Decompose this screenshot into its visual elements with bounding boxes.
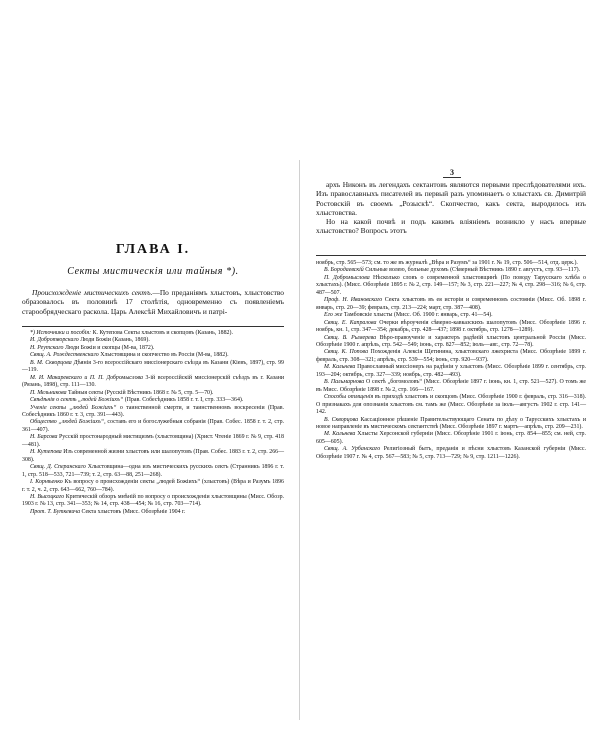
footnote-rule xyxy=(316,255,586,256)
footnote-entry xyxy=(316,379,586,394)
footnote-author: Свящ. Е. Капралова xyxy=(324,319,377,326)
chapter-title: ГЛАВА I. xyxy=(115,242,191,257)
footnote-author: В. Бородаевскій xyxy=(324,267,364,274)
footnote-author: *) Источники и пособія: xyxy=(30,330,92,336)
footnote-author: П. Мельникова xyxy=(30,389,67,396)
footnote-entry xyxy=(22,360,284,375)
footnote-author: Ученіе секты „людей Божіихъ“ xyxy=(30,404,117,411)
footnote-entry xyxy=(316,417,586,432)
footnote-entry xyxy=(22,397,284,404)
footnote-text: Православный миссіонеръ на радѣніи у хлыстовъ (Мисс. Обозрѣніе 1899 г. сентябрь, стр. 193—204; октябрь, стр. 327—339; ноябрь, стр. 482—493). xyxy=(316,364,586,378)
footnote-author: М. И. Макаревскаго и П. П. Добромыслова xyxy=(30,374,143,381)
footnote-text: Дѣянія 3-го всероссійскаго миссіонерскаго съѣзда въ Казани (Кіевъ, 1897), стр. 99—119. xyxy=(22,359,284,374)
footnote-text: Тамбовскіе хлысты (Мисс. Об. 1900 г. январь, стр. 41—54). xyxy=(342,312,493,319)
footnote-text: (Прав. Собесѣдникъ 1858 г. т. I, стр. 333—364). xyxy=(123,397,244,404)
footnote-entry xyxy=(316,364,586,379)
footnote-text: Люди Божіи и скопцы (М-ва, 1872). xyxy=(63,344,155,351)
footnote-author: Н. Реутскаго xyxy=(30,344,64,351)
footnote-entry xyxy=(22,390,284,397)
footnote-author: Свящ. А. Урбанскаго xyxy=(324,446,381,453)
footnote-text: Хлыстовщина и скопчество въ Россіи (М-ва, 1882). xyxy=(98,352,229,359)
footnote-author: Свящ. В. Рымерева xyxy=(324,334,377,341)
footnote-author: М. Кальнева xyxy=(324,431,356,438)
intro-lead: Происхожденіе мистическихъ сектъ. xyxy=(32,288,153,297)
footnote-entry xyxy=(316,431,586,446)
footnote-author: Свѣдѣнія о сектѣ „людей Божіихъ“ xyxy=(30,397,124,404)
footnote-text: Вѣро-правоученіе и характеръ радѣній хлыстовъ центральной Россіи (Мисс. Обозрѣніе 1900 г. апрѣль, стр. 542—549; іюнь, стр. 827—852; іюль—авг., стр. 72—78). xyxy=(316,334,586,348)
footnote-author: Общество „людей Божіихъ“ xyxy=(30,419,105,426)
footnote-text: Похожденія Алексія Щетинина, хлыстовскаго лжехриста (Мисс. Обозрѣніе 1899 г. февраль, стр. 308—321; апрѣль, стр. 539—554; іюнь, стр. 920—937). xyxy=(316,349,586,363)
body-paragraph: архъ Никонъ въ легендахъ сектантовъ являются первыми преслѣдователями ихъ. Изъ православныхъ писателей въ первый разъ упоминаетъ о хлыстахъ св. Димитрій Ростовскій въ своемъ „Розыскѣ“. Скопчество, какъ секта, выродилось изъ хлыстовства. xyxy=(316,180,586,217)
footnote-text: К. Кутепова Секты хлыстовъ и скопцовъ (Казань, 1882). xyxy=(91,330,233,336)
page-number: 3 xyxy=(450,168,454,177)
footnote-entry xyxy=(22,434,284,449)
footnote-author: І. Корнѣенко xyxy=(30,479,63,486)
footnote-author: П. Добромыслова xyxy=(324,274,370,281)
footnote-text: Секта хлыстовъ въ ея исторіи и современномъ состояніи (Мисс. Об. 1898 г. январь, стр. 20—39; февраль, стр. 213—224; март, стр. 387—408). xyxy=(316,297,586,311)
right-footnotes xyxy=(316,260,586,461)
footnote-author: Н. Кутепова xyxy=(30,449,62,456)
footnote-text: Критическій обзоръ мнѣній по вопросу о происхожденіи хлыстовщины (Мисс. Обозр. 1903 г. № 13, стр. 341—353; № 14, стр. 438—454; № 16, стр. 703—714). xyxy=(22,493,284,508)
footnote-entry xyxy=(316,394,586,416)
footnote-text: Изъ современной жизни хлыстовъ или шалопутовъ (Прав. Собес. 1883 г. т. 2, стр. 266—308). xyxy=(22,449,284,463)
footnote-entry xyxy=(316,297,586,312)
footnote-text: Секта хлыстовъ (Мисс. Обозрѣніе 1904 г. xyxy=(80,508,186,515)
footnote-author: В. Пальмарнова xyxy=(324,379,365,386)
footnote-entry xyxy=(316,446,586,461)
footnote-text: Сильные волею, больные духомъ (Сѣверный Вѣстникъ 1890 г. августъ, стр. 93—117). xyxy=(363,267,581,274)
footnote-author: Свящ. А. Рождественскаго xyxy=(30,352,99,359)
footnote-text: 3-ій всероссійскій миссіонерскій съѣздъ въ г. Казани (Рязань, 1898), стр. 111—130. xyxy=(22,374,285,389)
footnote-entry xyxy=(22,405,284,420)
footnote-entry xyxy=(22,479,284,494)
footnote-text: Хлыстовщина—одна изъ мистическихъ русскихъ сектъ (Странникъ 1896 г. т. 1, стр. 518—533, 721—739; т. 2, стр. 63—88, 251—268). xyxy=(22,464,284,478)
intro-paragraph xyxy=(22,288,284,316)
footnote-author: Свящ. Д. Сперанскаго xyxy=(30,464,86,471)
footnote-author: Его же xyxy=(324,312,343,319)
footnote-entry xyxy=(316,320,586,335)
footnote-entry xyxy=(316,275,586,297)
footnote-entry xyxy=(316,349,586,364)
footnote-entry xyxy=(22,509,284,516)
footnote-text: Люди Божіи (Казань, 1869). xyxy=(78,337,150,344)
footnote-text: О сектѣ „богомоловъ“ (Мисс. Обозрѣніе 1897 г. іюнь, кн. 1, стр. 521—527). О томъ же въ Мисс. Обозрѣніе 1898 г. № 2, стр. 166—167. xyxy=(316,379,586,393)
intro-text: —По преданіямъ хлыстовъ, хлыстовство образовалось въ половинѣ 17 столѣтія, одновременно съ появленіемъ старообрядческаго раскола. Царь Алексѣй Михайловичъ и патрі- xyxy=(22,288,284,316)
footnote-author: М. Кальнева xyxy=(324,364,356,371)
footnote-text: Русскій простонародный мистицизмъ (хлыстовщина) (Христ. Чтеніе 1869 г. № 9, стр. 418—481). xyxy=(22,434,284,448)
left-footnotes xyxy=(22,330,284,516)
footnote-text: Къ вопросу о происхожденіи секты „людей Божіихъ“ (хлыстовъ) (Вѣра и Разумъ 1896 г. т. 2, ч. 2, стр. 643—662, 760—784). xyxy=(22,479,284,493)
footnote-text: Очерки вѣроученія сѣверно-кавказскихъ шалопутовъ (Мисс. Обозрѣніе 1896 г. ноябрь, кн. 1, стр. 347—354; декабрь, стр. 428—437; 1898 г. октябрь, стр. 1278—1289). xyxy=(316,319,586,334)
footnote-entry xyxy=(316,312,586,319)
footnote-text: Кассаціонное рѣшеніе Правительствующаго Сената по дѣлу о Тарусскихъ хлыстахъ и новое направленіе въ мистическомъ сектантствѣ (Мисс. Обозрѣніе 1897 г. мартъ—апрѣль, стр. 209—231). xyxy=(316,416,586,430)
right-page xyxy=(300,0,600,750)
footnote-text: , составъ его и богослужебныя собранія (Прав. Собес. 1858 г. т. 2, стр. 361—407). xyxy=(22,419,285,433)
footnote-text: о таинственной смерти, и таинственномъ воскресеніи (Прав. Собесѣдникъ 1860 г. т. 3, стр. 391—443). xyxy=(22,404,284,418)
body-paragraph: Но на какой почвѣ и подъ какимъ вліяніемъ возникло у насъ впервые хлыстовство? Вопросъ этотъ xyxy=(316,217,586,236)
chapter-subtitle: Секты мистическія или тайныя *). xyxy=(67,266,239,277)
footnote-author: Способы отмщенія xyxy=(324,394,374,401)
footnote-author: Свящ. К. Попова xyxy=(324,349,369,356)
footnote-rule xyxy=(22,326,284,327)
footnote-author: Н. Барсова xyxy=(30,434,58,441)
footnote-entry xyxy=(316,335,586,350)
footnote-entry xyxy=(316,267,586,274)
footnote-entry xyxy=(22,352,284,359)
right-body-text xyxy=(316,180,586,236)
footnote-continuation: ноябрь, стр. 565—573; см. то же въ журналѣ „Вѣра и Разумъ“ за 1901 г. № 19, стр. 506—514, отд. церк.). xyxy=(316,260,578,266)
footnote-text: Тайныя секты (Русскій Вѣстникъ 1868 г. № 5, стр. 5—70). xyxy=(66,389,214,396)
footnote-entry xyxy=(22,494,284,509)
footnote-author: В. М. Скворцова xyxy=(30,359,72,366)
footnote-author: Прот. Т. Буткевича xyxy=(30,508,81,515)
footnote-author: Проф. Н. Ивановскаго xyxy=(324,297,383,304)
footnote-author: И. Добротворскаго xyxy=(30,337,79,344)
footnote-entry xyxy=(22,449,284,464)
footnote-author: В. Скворцова xyxy=(324,416,359,423)
footnote-author: Н. Высоцкаго xyxy=(30,493,65,500)
page-number-rule xyxy=(443,177,461,178)
footnote-text: Хлысты Херсонской губерніи (Мисс. Обозрѣніе 1901 г. іюнь, стр. 854—855; см. ней, стр. 605—605). xyxy=(316,431,586,445)
footnote-entry xyxy=(22,464,284,479)
footnote-text: въ приходѣ хлыстовъ и скопцовъ (Мисс. Обозрѣніе 1900 г. февраль, стр. 316—318). О признакахъ для опознанія хлыстовъ см. тамъ же (Мисс. Обозрѣніе за іюль—августъ 1902 г. стр. 141—142. xyxy=(316,394,587,416)
footnote-entry xyxy=(22,375,284,390)
footnote-text: Нѣсколько словъ о современной хлыстовщинѣ (По поводу Тарусскаго хлѣба о хлыстахъ). (Мисс. Обозрѣніе 1895 г. № 2, стр. 149—157; № 3, стр. 221—227; № 4, стр. 298—316; № 6, стр. 487—507. xyxy=(316,274,586,296)
footnote-entry xyxy=(22,419,284,434)
footnote-text: Религіозный бытъ, преданія и пѣсни хлыстовъ Казанской губерніи (Мисс. Обозрѣніе 1907 г. № 4, стр. 567—583; № 5, стр. 713—729; № 9, стр. 1211—1226). xyxy=(316,446,586,460)
footnote-entry xyxy=(22,337,284,344)
